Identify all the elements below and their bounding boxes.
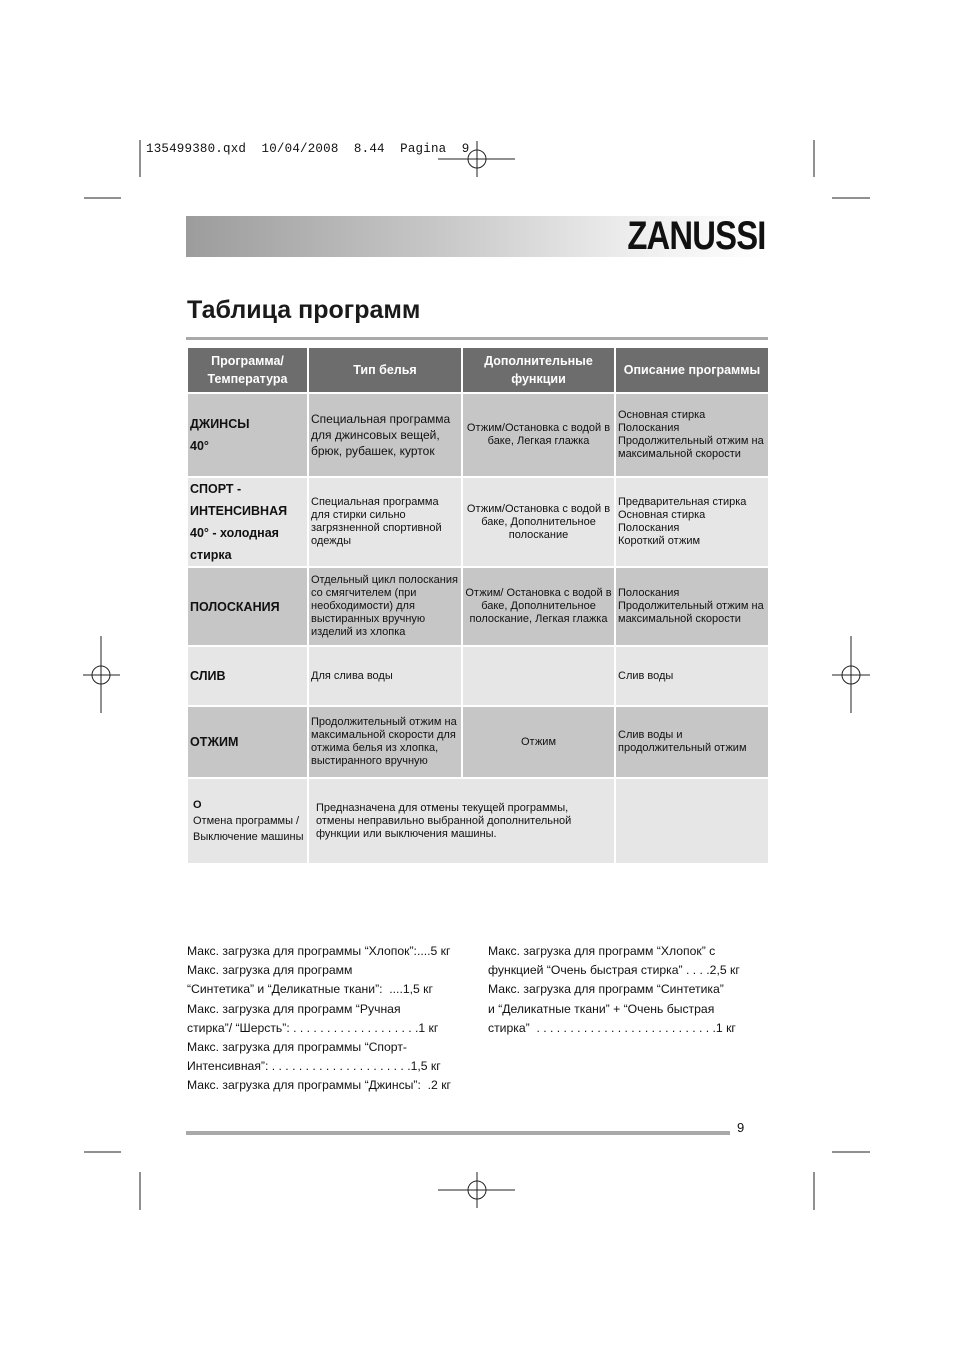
program-name xyxy=(187,778,308,864)
zanussi-logo: ZANUSSI xyxy=(627,214,766,258)
options: Отжим xyxy=(462,706,615,778)
load-line: Макс. загрузка для программ “Синтетика” xyxy=(488,982,724,997)
program-name: ОТЖИМ xyxy=(187,706,308,778)
table-row xyxy=(187,778,769,864)
load-line: функцией “Очень быстрая стирка” . . . .2,5 кг xyxy=(488,963,740,978)
header-program: Программа/ Температура xyxy=(187,347,308,393)
load-line: Интенсивная”: . . . . . . . . . . . . . . . . . . . . .1,5 кг xyxy=(187,1059,441,1074)
program-name: ДЖИНСЫ 40° xyxy=(187,393,308,477)
print-slug: 135499380.qxd 10/04/2008 8.44 Pagina 9 xyxy=(146,142,470,156)
table-row xyxy=(187,477,769,567)
laundry-type: Специальная программа для джинсовых вещей, брюк, рубашек, курток xyxy=(308,393,462,477)
laundry-type: Для слива воды xyxy=(308,646,462,706)
page-title: Таблица программ xyxy=(187,296,421,324)
brand-banner xyxy=(186,216,768,257)
description: Слив воды xyxy=(615,646,769,706)
description xyxy=(615,778,769,864)
load-line: Макс. загрузка для программы “Джинсы”: .2 кг xyxy=(187,1078,451,1093)
description: Основная стирка Полоскания Продолжительный отжим на максимальной скорости xyxy=(615,393,769,477)
laundry-type: Отдельный цикл полоскания со смягчителем (при необходимости) для выстиранных вручную изделий из хлопка xyxy=(308,567,462,646)
load-line: стирка”/ “Шерсть”: . . . . . . . . . . . . . . . . . . .1 кг xyxy=(187,1020,439,1035)
load-line: Макс. загрузка для программ xyxy=(187,963,353,978)
options: Отжим/Остановка с водой в баке, Легкая глажка xyxy=(462,393,615,477)
footer-divider xyxy=(186,1131,730,1135)
registration-mark-left xyxy=(83,636,120,713)
page-number: 9 xyxy=(737,1120,745,1135)
header-description: Описание программы xyxy=(615,347,769,393)
registration-mark-right xyxy=(832,636,870,713)
load-line: и “Деликатные ткани” + “Очень быстрая xyxy=(488,1001,715,1016)
table-row xyxy=(187,646,769,706)
program-table xyxy=(186,346,770,865)
load-line: стирка” . . . . . . . . . . . . . . . . . . . . . . . . . . .1 кг xyxy=(488,1020,736,1035)
options: Отжим/ Остановка с водой в баке, Дополнительное полоскание, Легкая глажка xyxy=(462,567,615,646)
registration-mark-top xyxy=(438,141,515,177)
registration-mark-bottom xyxy=(438,1172,515,1208)
header-options: Дополнительные функции xyxy=(462,347,615,393)
table-row xyxy=(187,706,769,778)
program-name: СЛИВ xyxy=(187,646,308,706)
laundry-type: Специальная программа для стирки сильно загрязненной спортивной одежды xyxy=(308,477,462,567)
header-laundry-type: Тип белья xyxy=(308,347,462,393)
title-divider xyxy=(186,337,768,340)
description: Полоскания Продолжительный отжим на максимальной скорости xyxy=(615,567,769,646)
program-name: СПОРТ - ИНТЕНСИВНАЯ 40° - холодная стирка xyxy=(187,477,308,567)
load-line: Макс. загрузка для программ “Хлопок” с xyxy=(488,944,716,958)
laundry-type: Продолжительный отжим на максимальной скорости для отжима белья из хлопка, выстиранного вручную xyxy=(308,706,462,778)
load-line: Макс. загрузка для программы “Спорт- xyxy=(187,1040,407,1055)
description: Слив воды и продолжительный отжим xyxy=(615,706,769,778)
table-header-row xyxy=(187,347,769,393)
table-row xyxy=(187,567,769,646)
load-line: Макс. загрузка для программы “Хлопок”:....5 кг xyxy=(187,944,451,958)
description: Предварительная стирка Основная стирка Полоскания Короткий отжим xyxy=(615,477,769,567)
off-label: Отмена программы / Выключение машины xyxy=(193,815,304,843)
table-row xyxy=(187,393,769,477)
off-symbol: O xyxy=(193,799,202,811)
max-load-notes-left xyxy=(187,942,451,1096)
program-name: ПОЛОСКАНИЯ xyxy=(187,567,308,646)
options xyxy=(462,646,615,706)
laundry-type: Предназначена для отмены текущей программы, отмены неправильно выбранной дополнительной функции или выключения машины. xyxy=(308,778,615,864)
load-line: Макс. загрузка для программ “Ручная xyxy=(187,1001,401,1016)
options: Отжим/Остановка с водой в баке, Дополнительное полоскание xyxy=(462,477,615,567)
load-line: “Синтетика” и “Деликатные ткани”: ....1,5 кг xyxy=(187,982,433,997)
max-load-notes-right xyxy=(488,942,740,1038)
